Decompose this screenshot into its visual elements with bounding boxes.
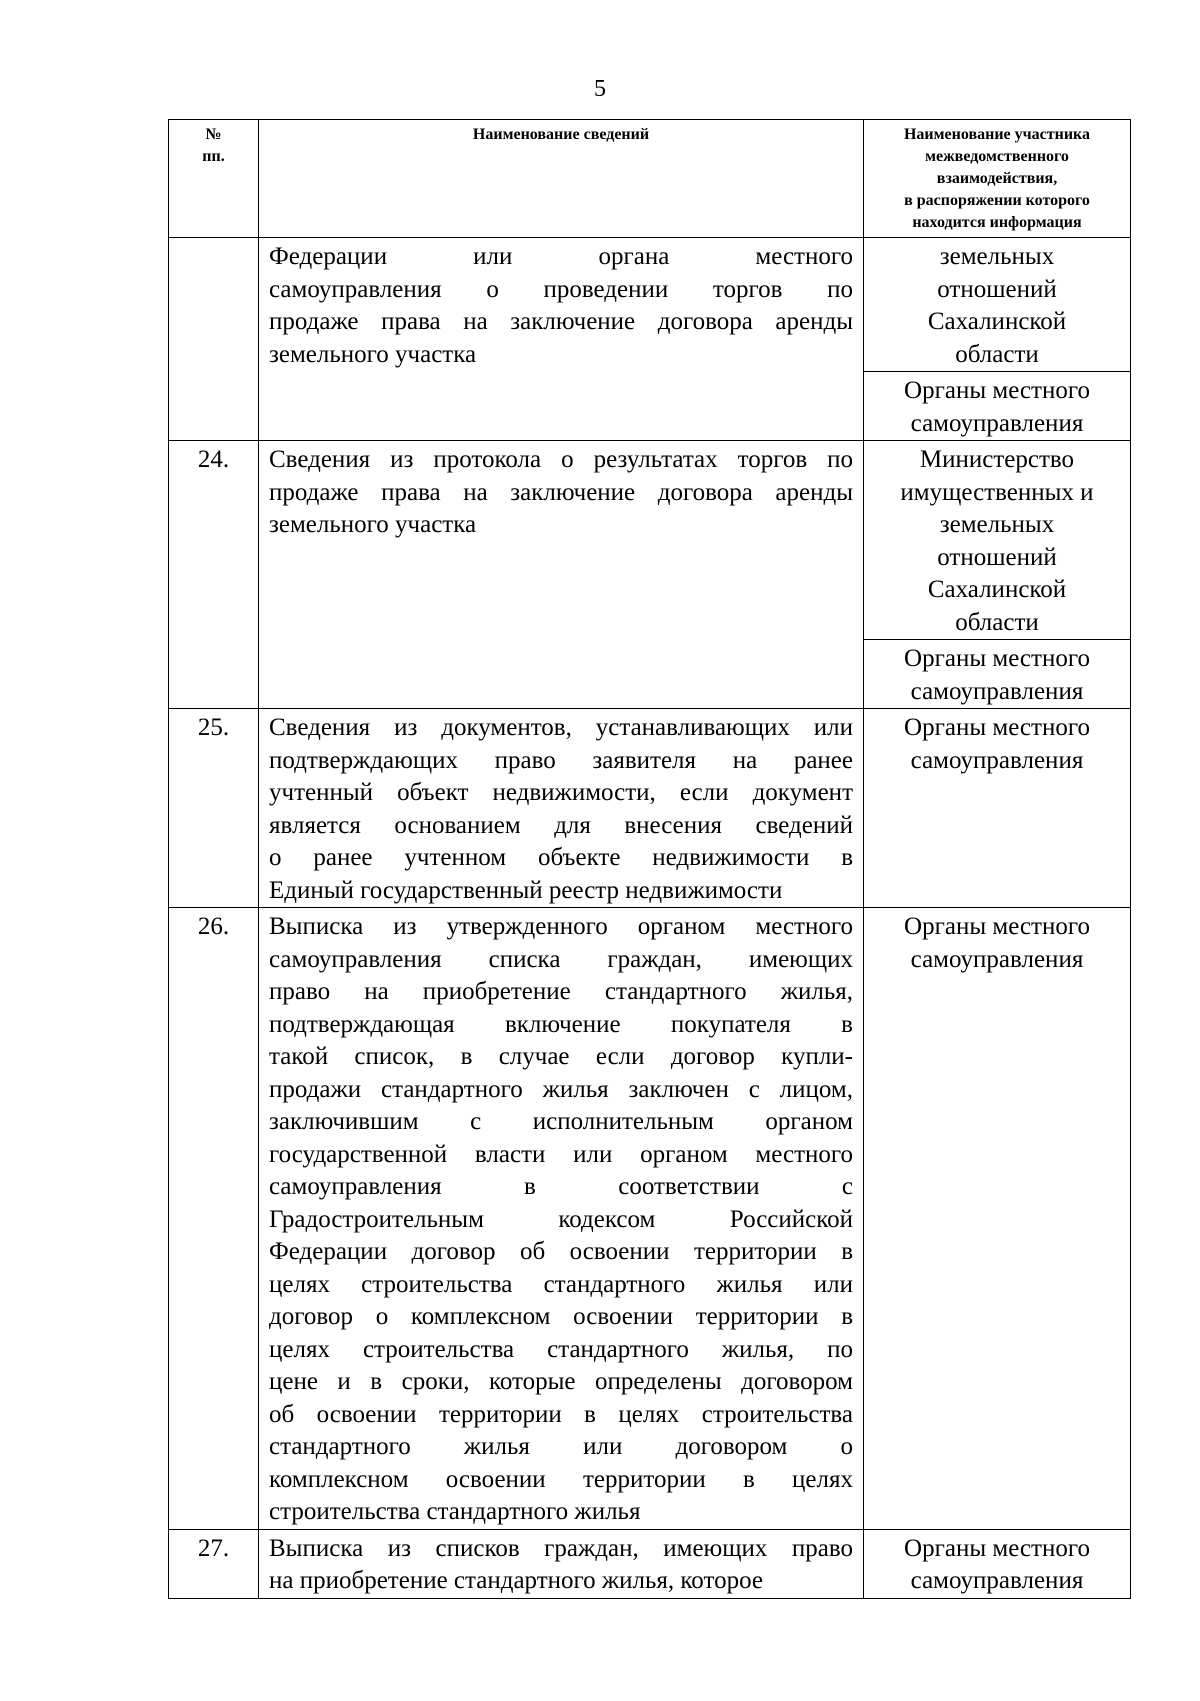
- row-name-line: Сведения из протокола о результатах торгов по: [269, 446, 853, 473]
- row-name-line: Сведения из документов, устанавливающих или: [269, 714, 853, 741]
- participant-line: земельных: [939, 511, 1055, 538]
- table-row: [169, 441, 1131, 709]
- participant-block: [864, 238, 1130, 371]
- participant-block: [864, 908, 1130, 976]
- row-name-line: о ранее учтенном объекте недвижимости в: [269, 844, 853, 871]
- row-name-line: Федерации договор об освоении территории в: [269, 1238, 853, 1265]
- row-number: [169, 238, 258, 241]
- table-row: [169, 908, 1131, 1530]
- row-name-text: [259, 441, 863, 542]
- row-name-cell: [259, 908, 864, 1530]
- row-number: 24.: [197, 446, 230, 473]
- participant-line: отношений: [937, 275, 1057, 303]
- row-name-line: продаже права на заключение договора аренды: [269, 478, 853, 506]
- header-participant: [864, 120, 1131, 238]
- row-number-cell: [169, 1529, 259, 1598]
- participant-line: земельных: [939, 243, 1055, 270]
- header-name-label: Наименование сведений: [472, 126, 650, 143]
- row-name-line: целях строительства стандартного жилья или: [269, 1270, 853, 1298]
- row-name-line: самоуправления о проведении торгов по: [269, 275, 853, 303]
- table-header-row: [169, 120, 1131, 238]
- row-name-line: подтверждающих право заявителя на ранее: [269, 746, 853, 774]
- row-name-cell: [259, 1529, 864, 1598]
- header-num: [169, 120, 259, 238]
- header-participant-line: находится информация: [912, 214, 1082, 231]
- row-number-cell: [169, 709, 259, 908]
- participant-line: Органы местного: [904, 645, 1090, 672]
- row-name-text: [259, 1530, 863, 1598]
- table-row: [169, 238, 1131, 441]
- row-name-line: самоуправления списка граждан, имеющих: [269, 945, 853, 973]
- row-number-cell: [169, 908, 259, 1530]
- participant-line: Органы местного: [904, 913, 1090, 940]
- header-participant-line: Наименование участника: [903, 126, 1091, 143]
- header-name: [259, 120, 864, 238]
- row-number-cell: [169, 238, 259, 441]
- participant-block: [864, 709, 1130, 777]
- participant-block: [864, 441, 1130, 639]
- row-name-cell: [259, 441, 864, 709]
- participant-line: самоуправления: [910, 1567, 1084, 1594]
- participant-line: области: [955, 608, 1039, 636]
- row-name-text: [259, 709, 863, 907]
- participant-line: Органы местного: [904, 714, 1090, 741]
- row-participant-cell: [864, 1529, 1131, 1598]
- row-participant-cell: [864, 238, 1131, 441]
- row-name-line: Единый государственный реестр недвижимости: [269, 876, 783, 904]
- row-participant-cell: [864, 709, 1131, 908]
- row-name-cell: [259, 709, 864, 908]
- row-name-line: строительства стандартного жилья: [269, 1498, 641, 1525]
- row-name-line: продажи стандартного жилья заключен с лицом,: [269, 1075, 853, 1103]
- participant-line: Органы местного: [904, 1534, 1090, 1562]
- interagency-table: [168, 119, 1131, 1599]
- participant-line: отношений: [937, 543, 1057, 571]
- row-participant-cell: [864, 908, 1131, 1530]
- participant-line: Органы местного: [904, 377, 1090, 404]
- row-name-line: Выписка из утвержденного органом местного: [269, 913, 853, 940]
- row-name-line: земельного участка: [269, 511, 477, 538]
- table-row: [169, 1529, 1131, 1598]
- participant-line: самоуправления: [910, 409, 1084, 437]
- header-participant-line: межведомственного: [925, 148, 1069, 165]
- header-participant-line: в распоряжении которого: [904, 192, 1090, 209]
- participant-line: имущественных и: [900, 478, 1094, 506]
- row-name-line: Выписка из списков граждан, имеющих право: [269, 1534, 853, 1562]
- header-num-line: №: [205, 126, 222, 143]
- row-name-text: [259, 908, 863, 1529]
- table-row: [169, 709, 1131, 908]
- participant-line: Сахалинской: [927, 308, 1067, 335]
- row-name-line: продаже права на заключение договора аренды: [269, 308, 853, 335]
- row-name-line: стандартного жилья или договором о: [269, 1433, 853, 1460]
- header-num-line: пп.: [202, 148, 225, 165]
- row-name-line: договор о комплексном освоении территории в: [269, 1303, 853, 1330]
- row-number: 25.: [197, 714, 230, 741]
- row-name-line: подтверждающая включение покупателя в: [269, 1010, 853, 1038]
- participant-line: самоуправления: [910, 746, 1084, 774]
- row-name-line: учтенный объект недвижимости, если документ: [269, 779, 853, 806]
- row-name-line: такой список, в случае если договор купли-: [269, 1043, 853, 1070]
- row-name-line: самоуправления в соответствии с: [269, 1173, 853, 1200]
- participant-line: Министерство: [919, 446, 1075, 473]
- row-name-line: Градостроительным кодексом Российской: [269, 1205, 853, 1233]
- row-name-cell: [259, 238, 864, 441]
- row-name-line: цене и в сроки, которые определены договором: [269, 1368, 853, 1395]
- row-name-text: [259, 238, 863, 371]
- participant-line: области: [955, 340, 1039, 368]
- row-name-line: право на приобретение стандартного жилья,: [269, 978, 853, 1005]
- row-number: 26.: [197, 913, 230, 940]
- row-name-line: государственной власти или органом местного: [269, 1140, 853, 1168]
- participant-line: Сахалинской: [927, 576, 1067, 603]
- participant-block: [864, 1530, 1130, 1598]
- page-number: 5: [594, 76, 606, 102]
- row-name-line: на приобретение стандартного жилья, которое: [269, 1567, 763, 1594]
- row-number-cell: [169, 441, 259, 709]
- row-name-line: комплексном освоении территории в целях: [269, 1465, 853, 1493]
- row-name-line: об освоении территории в целях строительства: [269, 1400, 853, 1428]
- participant-line: самоуправления: [910, 945, 1084, 973]
- row-participant-cell: [864, 441, 1131, 709]
- header-participant-line: взаимодействия,: [936, 170, 1058, 187]
- row-name-line: земельного участка: [269, 340, 477, 368]
- row-number: 27.: [197, 1534, 230, 1562]
- row-name-line: Федерации или органа местного: [269, 243, 853, 270]
- row-name-line: заключившим с исполнительным органом: [269, 1108, 853, 1135]
- row-name-line: является основанием для внесения сведений: [269, 811, 853, 839]
- participant-block: [864, 639, 1130, 708]
- row-name-line: целях строительства стандартного жилья, по: [269, 1335, 853, 1363]
- participant-block: [864, 371, 1130, 440]
- participant-line: самоуправления: [910, 677, 1084, 705]
